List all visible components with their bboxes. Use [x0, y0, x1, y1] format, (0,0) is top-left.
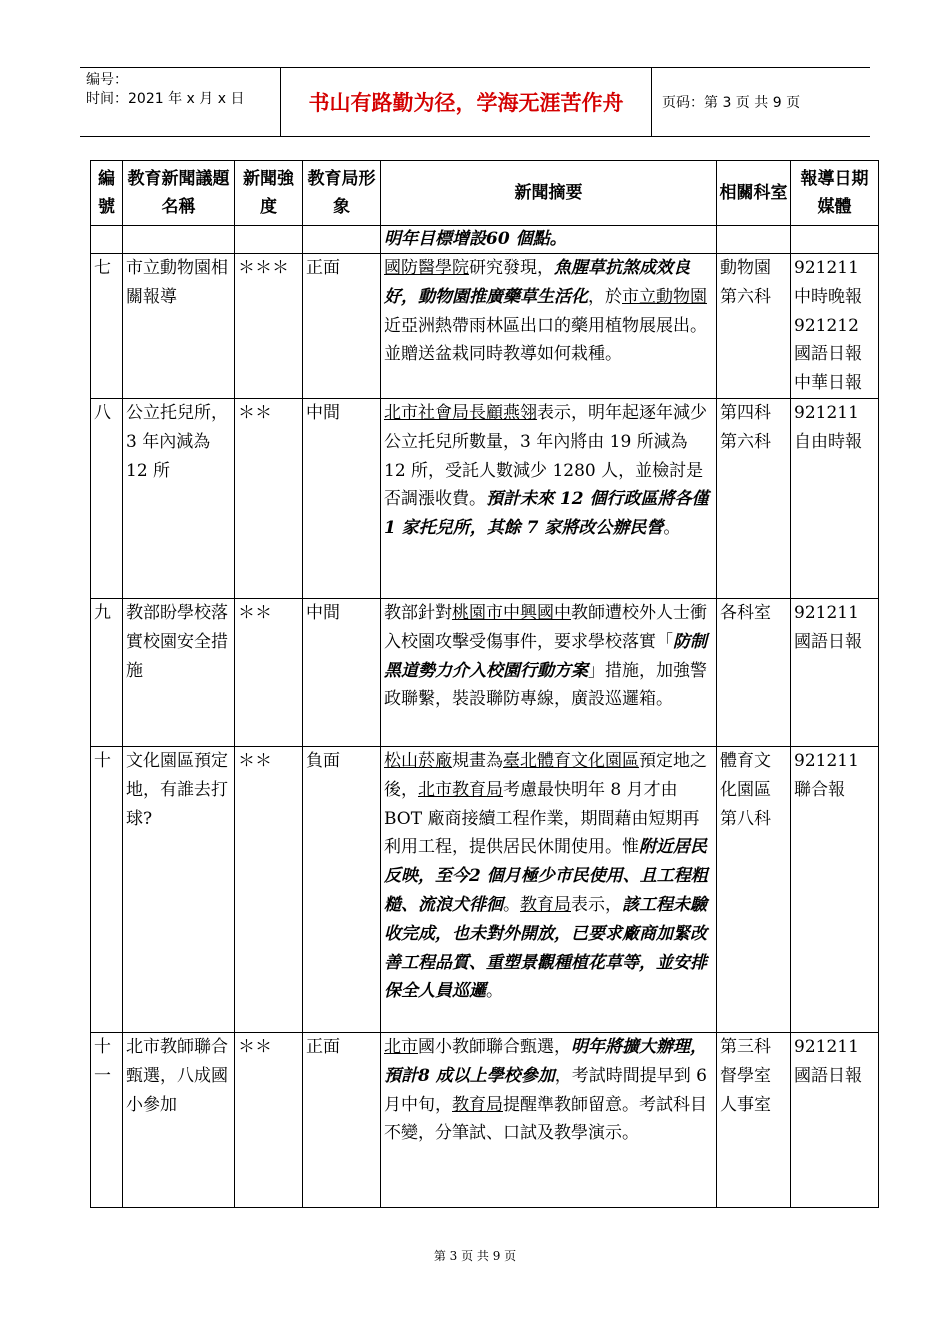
- summary-segment: 提醒準教師留意。考試科目不變，分筆試、口試及教學演示。: [384, 1094, 707, 1144]
- summary-segment: 表示，明年起逐年減少公立托兒所數量，3 年內將由 19 所減為 12 所，受託人數減少 1280 人，並檢討是否調漲收費。: [384, 402, 707, 510]
- col-header-number: 編號: [91, 161, 123, 226]
- table-row: [91, 254, 879, 399]
- row-dept: 動物園第六科: [717, 254, 791, 399]
- row-image: 中間: [303, 398, 381, 598]
- summary-segment: 桃園市中興國中: [452, 602, 571, 623]
- row-media: 921211 國語日報: [791, 1032, 879, 1207]
- row-topic: 市立動物園相關報導: [123, 254, 235, 399]
- summary-segment: 表示，: [571, 894, 622, 915]
- row-media: 921211 自由時報: [791, 398, 879, 598]
- row-media: 921211 國語日報: [791, 598, 879, 746]
- row-media: 921211 聯合報: [791, 746, 879, 1032]
- header-number: 编号：: [86, 72, 128, 88]
- table-row-continuation: [91, 226, 879, 254]
- row-number: 八: [91, 398, 123, 598]
- summary-segment: 規畫為: [452, 750, 503, 771]
- table-row: [91, 598, 879, 746]
- row-intensity: ＊＊: [235, 746, 303, 1032]
- row-number: 十一: [91, 1032, 123, 1207]
- summary-segment: 教師遭校外人士衝入校園攻擊受傷事件，要求學校落實「: [384, 602, 707, 652]
- summary-segment: 防制黑道勢力介入校園行動方案: [384, 631, 707, 681]
- summary-segment: 考慮最快明年 8 月才由 BOT 廠商接續工程作業，期間藉由短期再利用工程，提供居民休閒使用。惟: [384, 779, 700, 858]
- row-summary: [381, 254, 717, 399]
- row-topic: 文化園區預定地，有誰去打球?: [123, 746, 235, 1032]
- summary-segment: ，考試時間提早到 6 月中旬，: [384, 1065, 707, 1115]
- row-image: 中間: [303, 598, 381, 746]
- row-intensity: ＊＊: [235, 398, 303, 598]
- row-number: 十: [91, 746, 123, 1032]
- row-summary: [381, 746, 717, 1032]
- row-dept: 各科室: [717, 598, 791, 746]
- page-footer: 第 3 页 共 9 页: [433, 1249, 517, 1263]
- summary-segment: 國小教師聯合甄選，: [418, 1036, 571, 1057]
- summary-segment: 附近居民反映，至今2 個月極少市民使用、且工程粗糙、流浪犬徘徊: [384, 837, 708, 915]
- summary-segment: 教部針對: [384, 602, 452, 623]
- summary-segment: 明年將擴大辦理，預計8 成以上學校參加: [384, 1036, 707, 1086]
- summary-segment: 。: [486, 981, 503, 1002]
- continuation-text: 明年目標增設60 個點。: [381, 226, 717, 254]
- col-header-summary: 新聞摘要: [381, 161, 717, 226]
- row-image: 正面: [303, 254, 381, 399]
- table-row: [91, 1032, 879, 1207]
- summary-segment: 國防醫學院: [384, 258, 469, 278]
- summary-segment: 近亞洲熱帶雨林區出口的藥用植物展展出。並贈送盆栽同時教導如何栽種。: [384, 315, 707, 365]
- summary-segment: 臺北體育文化園區: [503, 750, 639, 771]
- row-intensity: ＊＊: [235, 598, 303, 746]
- header-page: 页码：第 3 页 共 9 页: [662, 95, 801, 111]
- summary-segment: 魚腥草抗煞成效良好，動物園推廣藥草生活化: [384, 258, 690, 307]
- col-header-topic: 教育新聞議題名稱: [123, 161, 235, 226]
- table-row: [91, 746, 879, 1032]
- col-header-media: 報導日期媒體: [791, 161, 879, 226]
- row-topic: 北市教師聯合甄選，八成國小參加: [123, 1032, 235, 1207]
- table-header-row: [91, 161, 879, 226]
- row-image: 正面: [303, 1032, 381, 1207]
- summary-segment: 北市: [384, 1036, 418, 1057]
- row-intensity: ＊＊＊: [235, 254, 303, 399]
- summary-segment: 預計未來 12 個行政區將各僅1 家托兒所，其餘 7 家將改公辦民營: [384, 489, 709, 539]
- row-image: 負面: [303, 746, 381, 1032]
- row-number: 七: [91, 254, 123, 399]
- row-media: 921211 中時晚報 921212 國語日報 中華日報: [791, 254, 879, 399]
- summary-segment: 。: [663, 518, 681, 539]
- summary-segment: 研究發現，: [469, 258, 554, 278]
- summary-segment: 松山菸廠: [384, 750, 452, 771]
- summary-segment: ，於: [588, 286, 622, 307]
- summary-segment: 北市教育局: [418, 779, 503, 800]
- row-summary: [381, 1032, 717, 1207]
- page-header: [80, 67, 870, 137]
- col-header-dept: 相關科室: [717, 161, 791, 226]
- summary-segment: 市立動物園: [622, 286, 707, 307]
- row-dept: 第三科督學室人事室: [717, 1032, 791, 1207]
- col-header-intensity: 新聞強度: [235, 161, 303, 226]
- summary-segment: 預定地之後，: [384, 750, 707, 800]
- summary-segment: 。: [503, 894, 520, 915]
- summary-segment: 教育局: [452, 1094, 503, 1115]
- col-header-image: 教育局形象: [303, 161, 381, 226]
- row-topic: 教部盼學校落實校園安全措施: [123, 598, 235, 746]
- header-time: 时间：2021 年 x 月 x 日: [86, 91, 245, 107]
- header-info: [80, 68, 280, 136]
- row-dept: 第四科第六科: [717, 398, 791, 598]
- summary-segment: 該工程未驗收完成，也未對外開放，已要求廠商加緊改善工程品質、重塑景觀種植花草等，並安排保全人員巡邏: [384, 894, 707, 1002]
- table-row: [91, 398, 879, 598]
- header-motto: 书山有路勤为径，学海无涯苦作舟: [280, 68, 652, 136]
- row-summary: [381, 398, 717, 598]
- summary-segment: 北市社會局長顧燕翎: [384, 402, 537, 423]
- row-summary: [381, 598, 717, 746]
- row-topic: 公立托兒所，3 年內減為 12 所: [123, 398, 235, 598]
- summary-segment: 」措施，加強警政聯繫，裝設聯防專線，廣設巡邏箱。: [384, 660, 707, 710]
- news-table: [90, 160, 879, 1208]
- row-number: 九: [91, 598, 123, 746]
- summary-segment: 教育局: [520, 894, 571, 915]
- row-intensity: ＊＊: [235, 1032, 303, 1207]
- row-dept: 體育文化園區第八科: [717, 746, 791, 1032]
